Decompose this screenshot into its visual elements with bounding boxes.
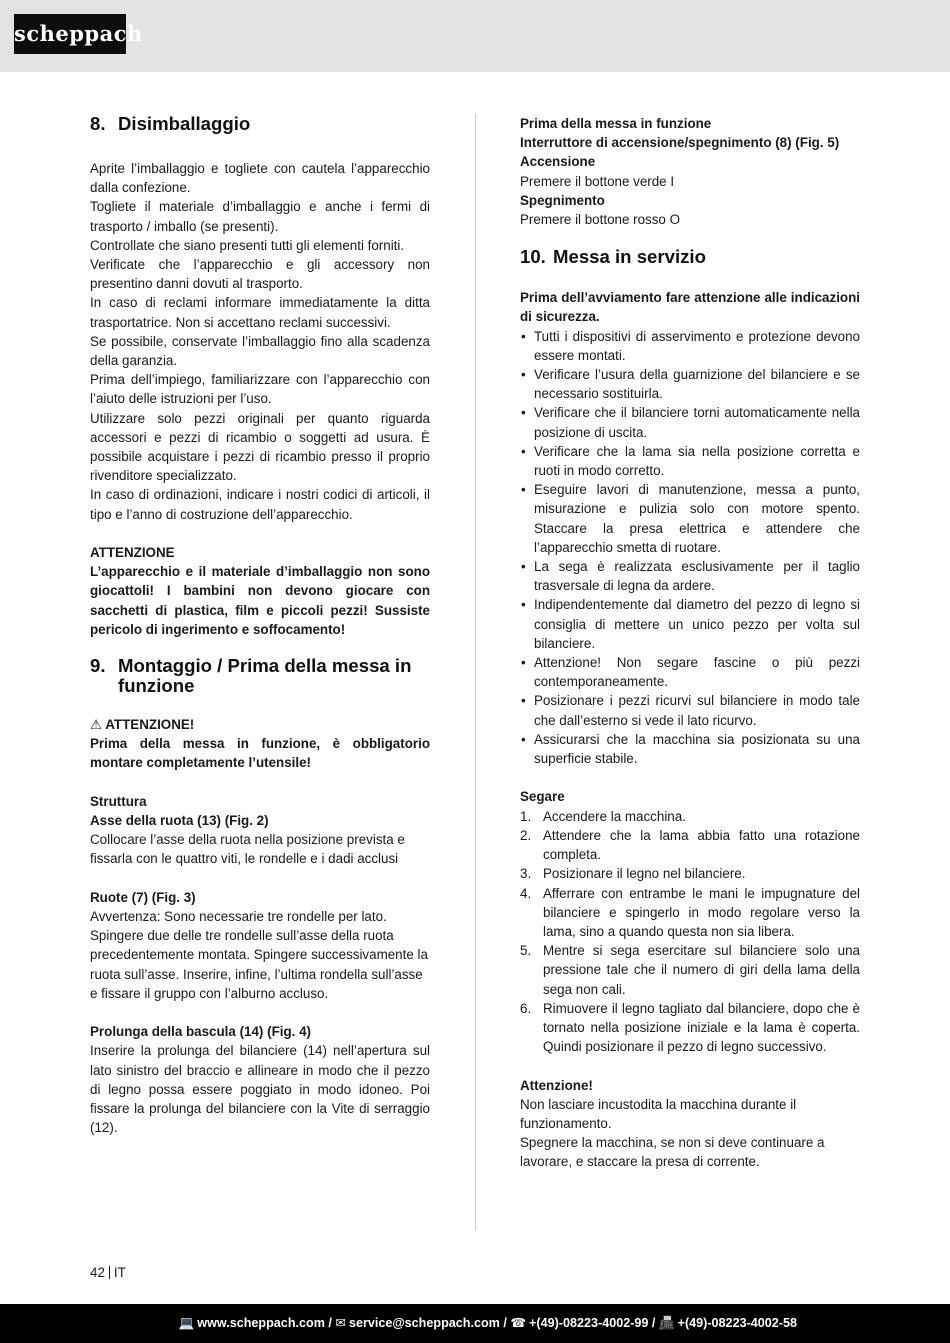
safety-intro: Prima dell’avviamento fare attenzione alle indicazioni di sicurezza.: [520, 290, 860, 325]
list-item: • Indipendentemente dal diametro del pezzo di legno si consiglia di mettere un unico pezzo per volta sul bilanciere.: [520, 595, 860, 653]
warning-label: ATTENZIONE!: [105, 717, 195, 733]
wheels-title: Ruote (7) (Fig. 3): [90, 889, 196, 905]
paragraph: In caso di ordinazioni, indicare i nostri codici di articoli, il tipo e l’anno di costruzione dell’apparecchio.: [90, 487, 430, 522]
list-item: • Verificare che la lama sia nella posizione corretta e ruoti in modo corretto.: [520, 442, 860, 480]
section-10-heading: [520, 247, 860, 267]
section-title-line: funzione: [118, 675, 195, 697]
fax-icon: 📠: [658, 1316, 675, 1330]
step-text: Afferrare con entrambe le mani le impugnature del bilanciere e spingerlo in modo regolare verso la lama, sino a quando questa non sia libera.: [543, 885, 860, 939]
list-item: • Eseguire lavori di manutenzione, messa a punto, misurazione e pulizia solo con motore spento. Staccare la presa elettrica e attendere che l’apparecchio smetta di ruotare.: [520, 480, 860, 557]
warning-icon: ⚠: [90, 717, 103, 733]
wheels-block: [90, 888, 430, 1003]
extension-block: [90, 1022, 430, 1137]
step-text: Posizionare il legno nel bilanciere.: [543, 866, 746, 882]
fax-number: +(49)-08223-4002-58: [677, 1316, 797, 1330]
scheppach-logo: scheppach: [14, 14, 126, 54]
off-label: Spegnimento: [520, 192, 605, 208]
startup-title: Prima della messa in funzione: [520, 116, 712, 131]
axle-title: Asse della ruota (13) (Fig. 2): [90, 813, 269, 829]
safety-list: [520, 327, 860, 769]
list-item: • Assicurarsi che la macchina sia posizionata su una superficie stabile.: [520, 730, 860, 768]
on-text: Premere il bottone verde I: [520, 173, 675, 189]
attention-text: Non lasciare incustodita la macchina durante il funzionamento.: [520, 1096, 797, 1131]
step-number: 5.: [520, 943, 532, 959]
attention-text: L’apparecchio e il materiale d’imballaggio non sono giocattoli! I bambini non devono giocare con sacchetti di plastica, film e piccoli pezzi! Sussiste pericolo di ingerimento e soffocamento!: [90, 564, 430, 637]
website-link[interactable]: www.scheppach.com /: [197, 1316, 332, 1330]
step-text: Rimuovere il legno tagliato dal bilanciere, dopo che è tornato nella posizione iniziale e la lama è coperta. Quindi posizionare il pezzo di legno successivo.: [543, 1000, 860, 1055]
page-header: [0, 0, 950, 72]
warning-text: Prima della messa in funzione, è obbligatorio montare completamente l’utensile!: [90, 736, 430, 771]
page-number-footer: [90, 1265, 126, 1281]
step-text: Accendere la macchina.: [543, 808, 686, 824]
step-number: 1.: [520, 808, 532, 824]
structure-block: [90, 792, 430, 869]
step-item: [520, 999, 860, 1057]
attention-text: Spegnere la macchina, se non si deve continuare a lavorare, e staccare la presa di corrente.: [520, 1135, 825, 1170]
step-number: 4.: [520, 885, 532, 901]
computer-icon: 💻: [178, 1316, 195, 1330]
structure-label: Struttura: [90, 793, 147, 809]
email-link[interactable]: service@scheppach.com /: [348, 1316, 507, 1330]
paragraph: In caso di reclami informare immediatamente la ditta trasportatrice. Non si accettano reclami successivi.: [90, 295, 430, 330]
page-number: 42: [90, 1265, 105, 1280]
saw-steps: [520, 807, 860, 1057]
warning-heading: [90, 715, 430, 734]
list-item: • Posizionare i pezzi ricurvi sul bilanciere in modo tale che dall’esterno si vede il lato ricurvo.: [520, 691, 860, 729]
section-title: Disimballaggio: [118, 113, 251, 134]
step-item: [520, 807, 860, 826]
contact-footer-bar: [0, 1304, 950, 1343]
step-number: 6.: [520, 1000, 532, 1016]
warning-block: [90, 715, 430, 773]
step-item: [520, 864, 860, 883]
extension-title: Prolunga della bascula (14) (Fig. 4): [90, 1024, 311, 1040]
step-number: 2.: [520, 827, 532, 843]
column-divider: [475, 114, 476, 1230]
step-text: Attendere che la lama abbia fatto una rotazione completa.: [543, 827, 860, 863]
section-number: 8.: [90, 113, 106, 134]
unpacking-paragraphs: [90, 159, 430, 524]
wheels-text: Avvertenza: Sono necessarie tre rondelle per lato. Spingere due delle tre rondelle sull’asse della ruota precedentemente montata. Spingere successivamente la ruota sull’asse. Inserire, infine, l’ultima rondella sull’asse e fissare il gruppo con l’alburno accluso.: [90, 909, 428, 1001]
list-item: • Attenzione! Non segare fascine o più pezzi contemporaneamente.: [520, 653, 860, 691]
saw-block: [520, 787, 860, 1056]
section-8-heading: [90, 114, 430, 134]
saw-label: Segare: [520, 789, 565, 805]
section-title-line: Montaggio / Prima della messa in: [118, 655, 412, 677]
paragraph: Prima dell’impiego, familiarizzare con l’apparecchio con l’aiuto delle istruzioni per l’uso.: [90, 372, 430, 407]
final-attention-block: [520, 1076, 860, 1172]
step-text: Mentre si sega esercitare sul bilanciere solo una pressione tale che il numero di giri della lama della sega non cali.: [543, 943, 860, 997]
separator: [109, 1266, 110, 1279]
off-text: Premere il bottone rosso O: [520, 212, 681, 228]
left-column: [90, 114, 430, 1137]
paragraph: Controllate che siano presenti tutti gli elementi forniti.: [90, 237, 405, 253]
paragraph: Se possibile, conservate l’imballaggio fino alla scadenza della garanzia.: [90, 333, 430, 369]
step-item: [520, 826, 860, 864]
step-item: [520, 884, 860, 942]
phone-icon: ☎: [510, 1316, 527, 1330]
paragraph: Aprite l’imballaggio e togliete con cautela l’apparecchio dalla confezione.: [90, 161, 430, 196]
section-title: [118, 656, 411, 696]
list-item: • Tutti i dispositivi di asservimento e protezione devono essere montati.: [520, 327, 860, 365]
switch-title: Interruttore di accensione/spegnimento (8) (Fig. 5): [520, 135, 840, 151]
section-title: Messa in servizio: [553, 246, 706, 268]
paragraph: Togliete il materiale d’imballaggio e anche i fermi di trasporto / imballo (se presenti).: [90, 199, 430, 234]
language-code: IT: [113, 1265, 126, 1280]
step-number: 3.: [520, 866, 532, 882]
list-item: • Verificare che il bilanciere torni automaticamente nella posizione di uscita.: [520, 403, 860, 441]
paragraph: Verificate che l’apparecchio e gli accessory non presentino danni dovuti al trasporto.: [90, 257, 430, 292]
on-label: Accensione: [520, 154, 596, 170]
step-item: [520, 941, 860, 999]
extension-text: Inserire la prolunga del bilanciere (14) nell’apertura sul lato sinistro del braccio e allineare in modo che il pezzo di legno possa essere poggiato in modo idoneo. Poi fissare la prolunga del bilanciere con la Vite di serraggio (12).: [90, 1043, 430, 1136]
section-number: 10.: [520, 246, 546, 268]
axle-text: Collocare l’asse della ruota nella posizione prevista e fissarla con le quattro viti, le rondelle e i dadi acclusi: [90, 832, 405, 867]
mail-icon: ✉: [335, 1316, 346, 1330]
attention-block: [90, 543, 430, 639]
paragraph: Utilizzare solo pezzi originali per quanto riguarda accessori e pezzi di ricambio o soggetti ad usura. È possibile acquistare i pezzi di ricambio presso il proprio rivenditore specializzato.: [90, 410, 430, 484]
phone-number: +(49)-08223-4002-99 /: [529, 1316, 656, 1330]
attention-label: Attenzione!: [520, 1077, 593, 1093]
list-item: • La sega è realizzata esclusivamente per il taglio trasversale di legna da ardere.: [520, 557, 860, 595]
attention-label: ATTENZIONE: [90, 545, 175, 561]
section-number: 9.: [90, 655, 106, 677]
right-column: [520, 114, 860, 1172]
list-item: • Verificare l’usura della guarnizione del bilanciere e se necessario sostituirla.: [520, 365, 860, 403]
section-9-heading: [90, 656, 430, 696]
